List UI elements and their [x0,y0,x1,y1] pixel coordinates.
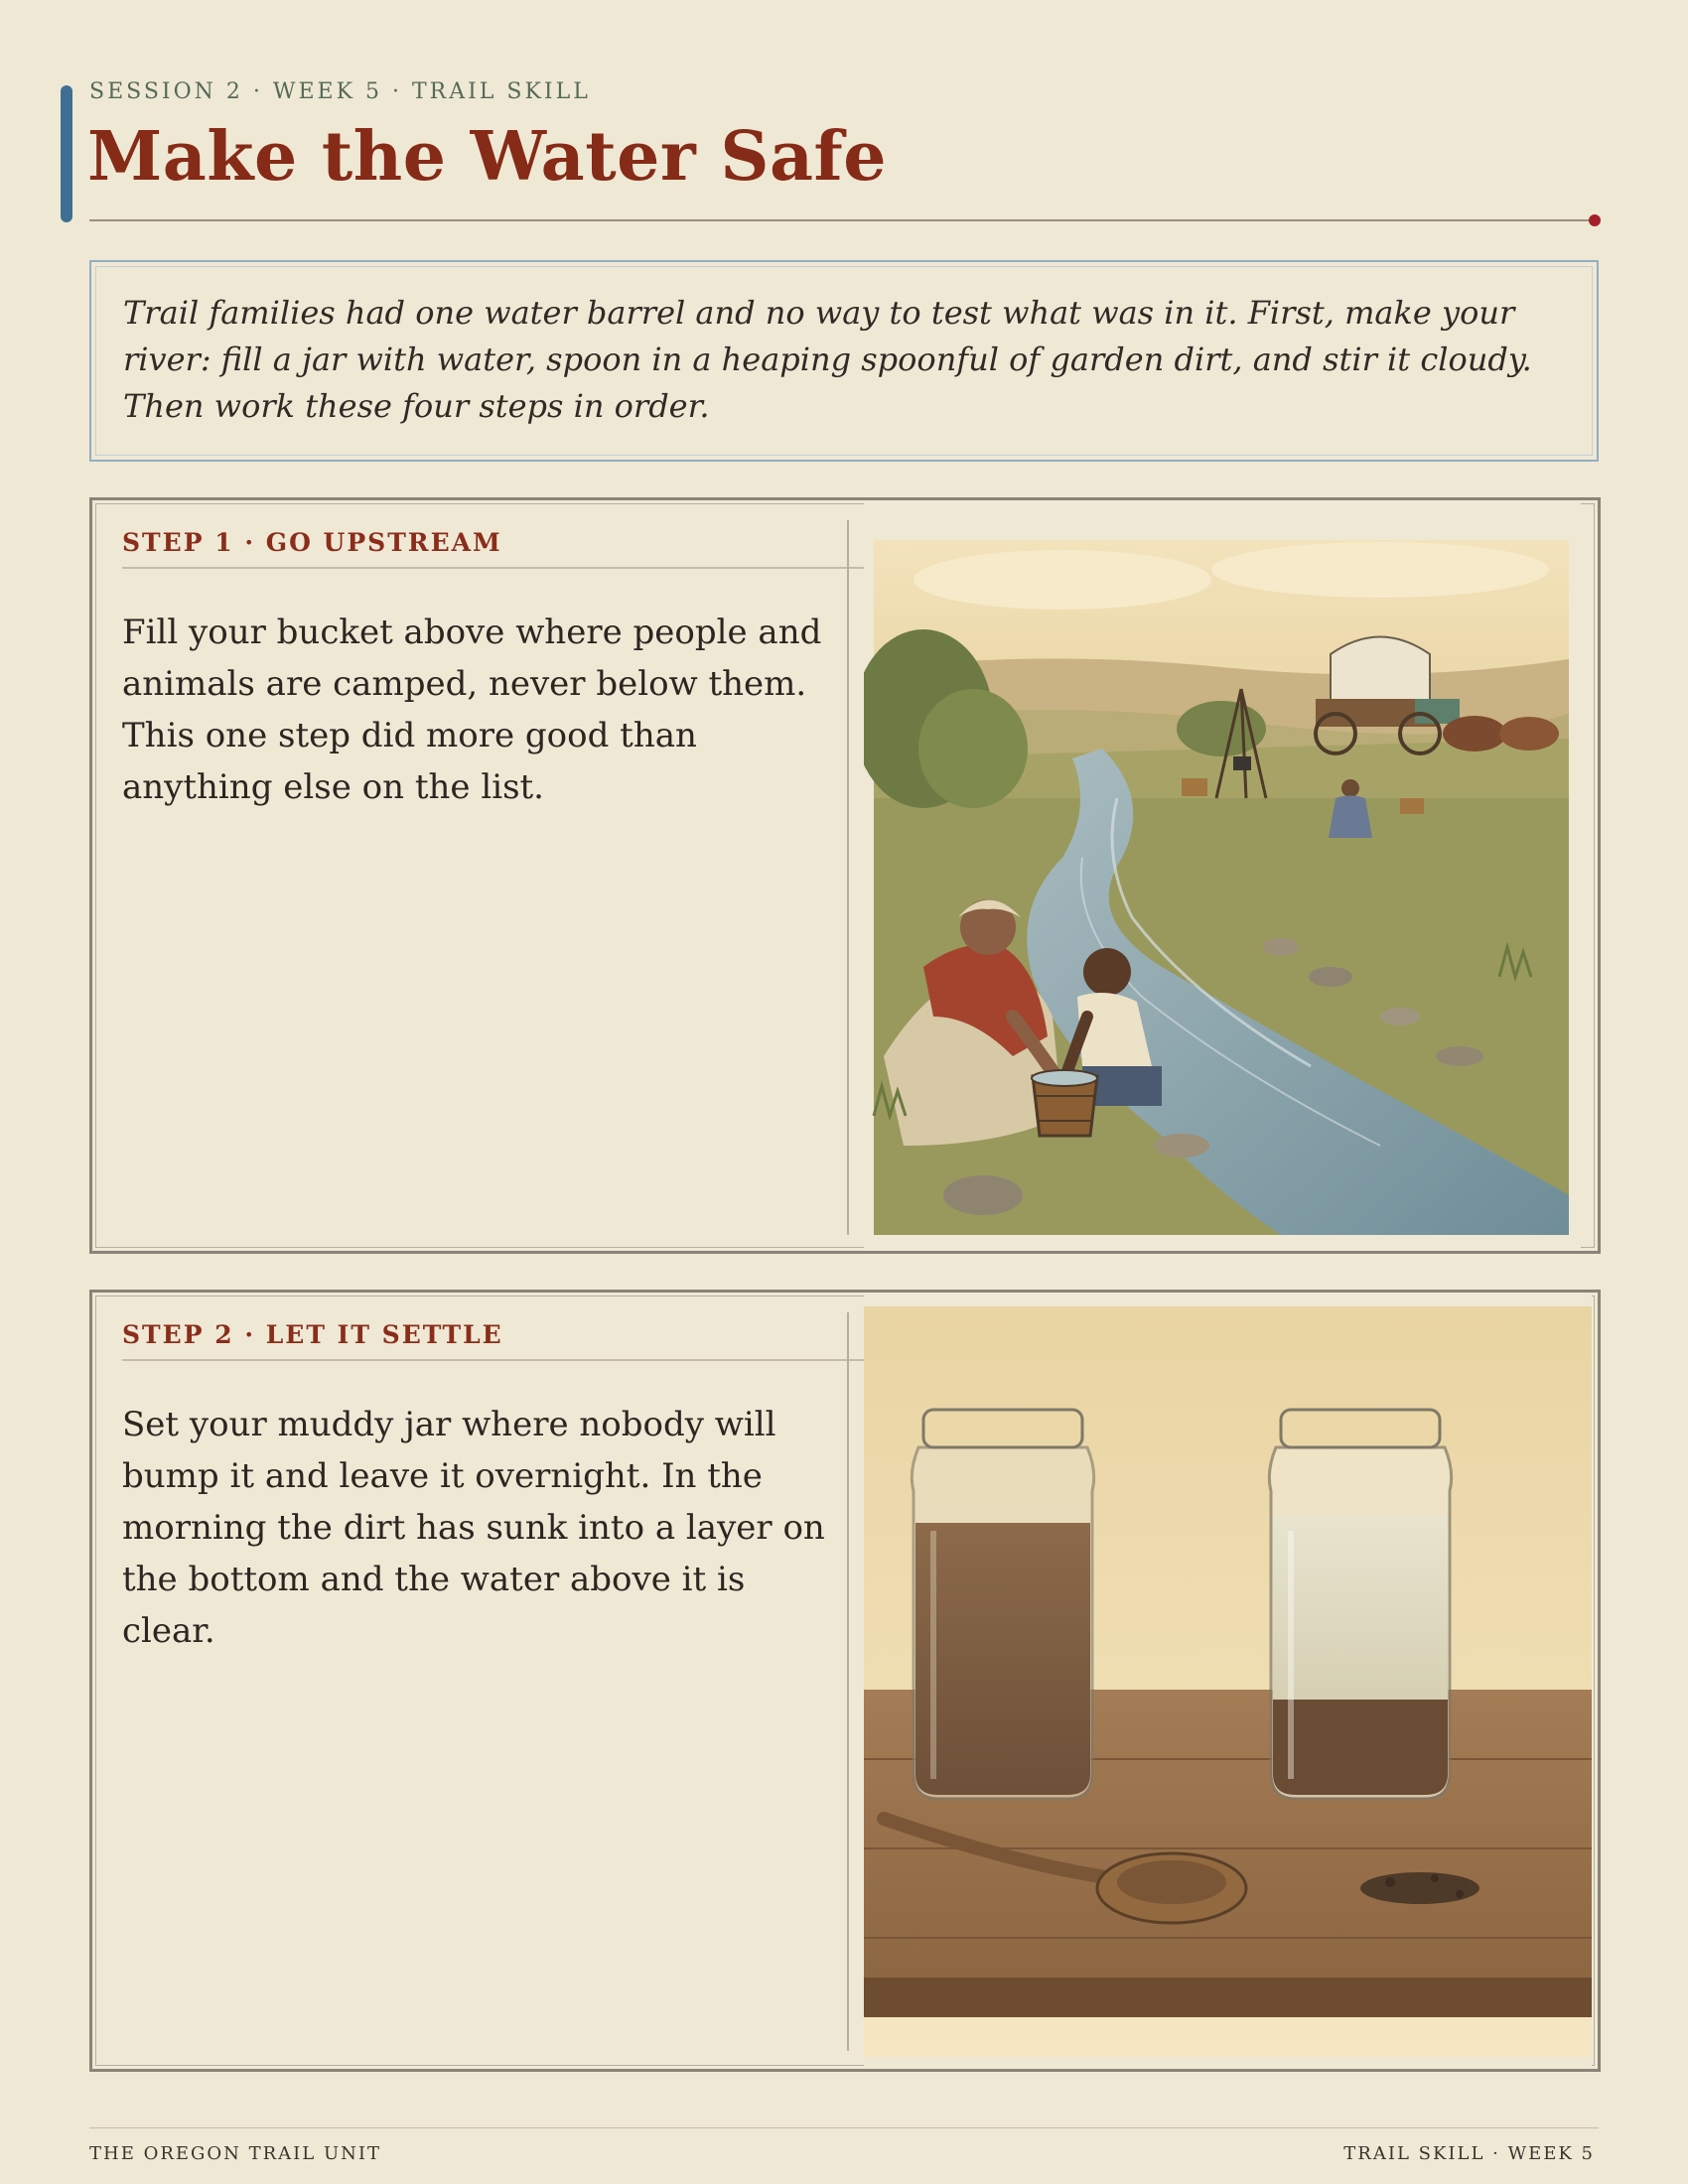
step-2-text-column [122,1320,912,1657]
step-1-divider [847,520,849,1235]
header-rule-dot [1589,214,1601,226]
step-2-label: STEP 2 · LET IT SETTLE [122,1320,912,1361]
session-eyebrow: SESSION 2 · WEEK 5 · TRAIL SKILL [89,79,591,104]
step-1-text-column [122,528,912,813]
step-1-body: Fill your bucket above where people and animals are camped, never below them. This one step did more good than anything else on the list. [122,613,822,807]
intro-text: Trail families had one water barrel and no way to test what was in it. First, make your river: fill a jar with water, spoon in a heaping spoonful of garden dirt, and stir it cloudy. Then work these four steps in order. [123,294,1532,425]
page-title: Make the Water Safe [87,117,888,197]
intro-box [89,260,1599,462]
footer-rule [89,2127,1599,2128]
footer-unit-title: THE OREGON TRAIL UNIT [89,2143,381,2164]
header-accent-bar [61,85,72,222]
step-1-label: STEP 1 · GO UPSTREAM [122,528,912,569]
header-rule [89,219,1594,221]
step-2-body: Set your muddy jar where nobody will bump it and leave it overnight. In the morning the dirt has sunk into a layer on the bottom and the water above it is clear. [122,1405,825,1651]
step-card-1 [89,497,1601,1254]
footer-page-label: TRAIL SKILL · WEEK 5 [1343,2143,1595,2164]
river-illustration [864,500,1581,1251]
step-card-2 [89,1290,1601,2072]
settling-jars-illustration [864,1293,1592,2069]
step-2-divider [847,1312,849,2051]
